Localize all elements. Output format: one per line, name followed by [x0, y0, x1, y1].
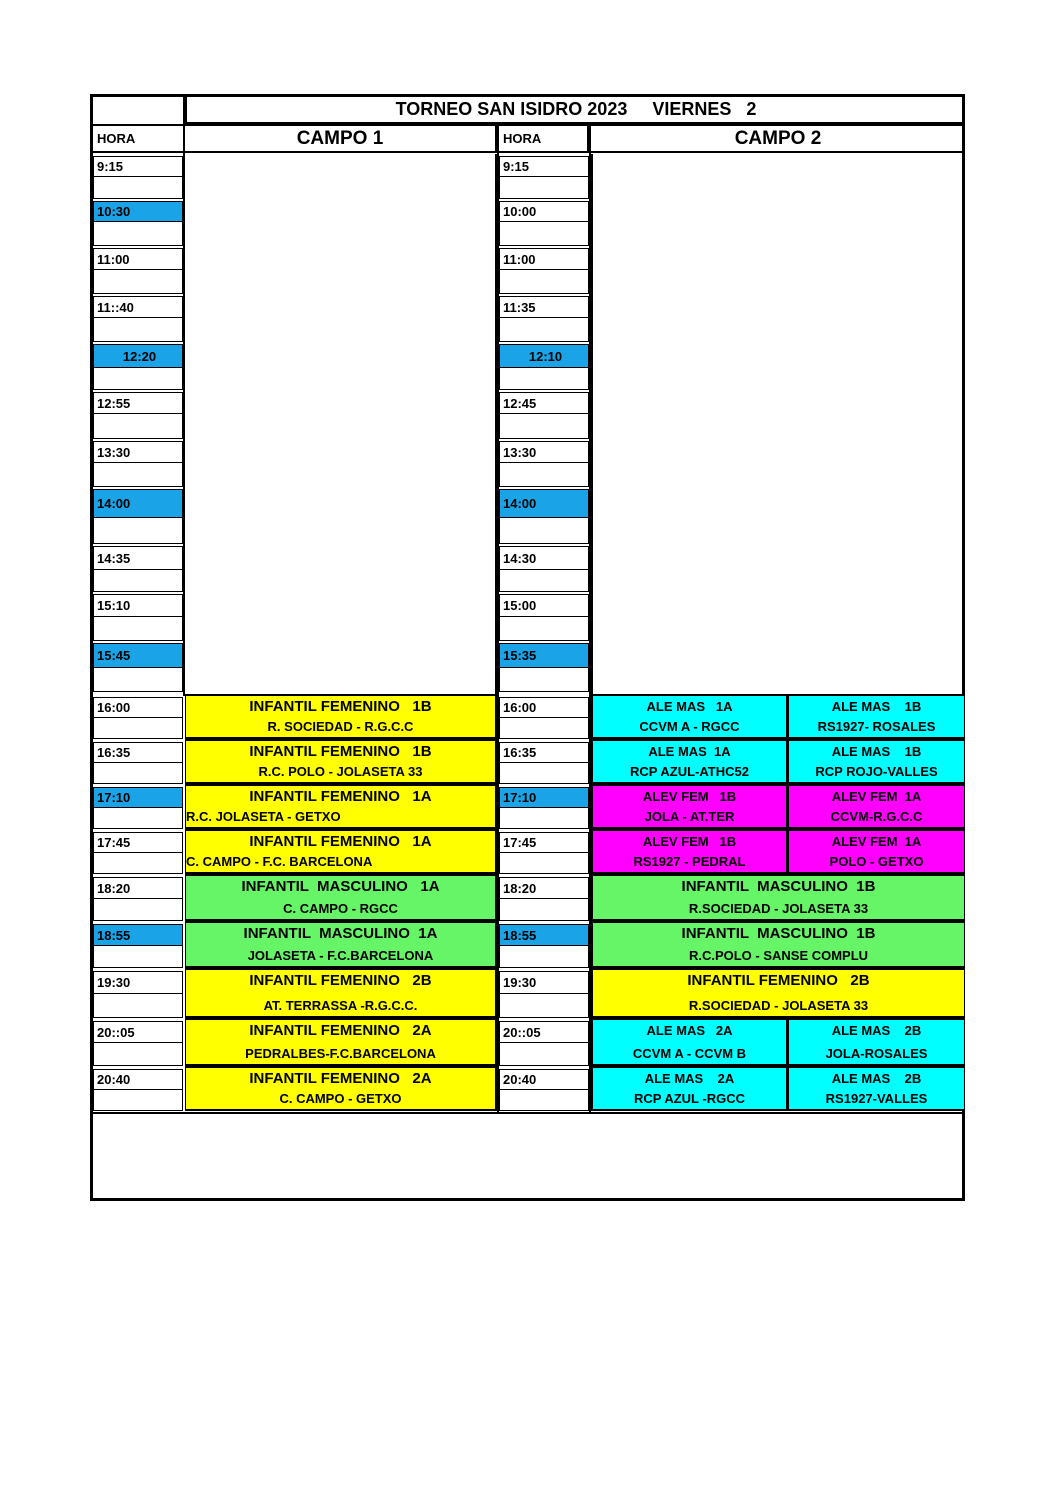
time-cell-c1: 14:00	[93, 489, 183, 518]
time-cell-c1: 19:30	[93, 971, 183, 994]
time-cell-c2: 13:30	[499, 441, 589, 463]
match-category: ALEV FEM 1B	[642, 789, 737, 804]
campo1-match	[185, 784, 497, 829]
match-category: INFANTIL FEMENINO 2A	[249, 1022, 432, 1039]
campo1-match	[185, 874, 497, 921]
campo1-match	[185, 921, 497, 968]
blank-time-cell	[93, 807, 183, 829]
tournament-title: TORNEO SAN ISIDRO 2023 VIERNES 2	[185, 96, 965, 124]
blank-time-cell	[93, 898, 183, 921]
match-category: INFANTIL FEMENINO 1B	[249, 698, 432, 715]
time-cell-c1: 17:45	[93, 832, 183, 853]
campo1-match	[185, 739, 497, 784]
blank-time-cell	[499, 616, 589, 641]
time-cell-c2: 15:00	[499, 594, 589, 617]
blank-corner-cell	[93, 96, 183, 124]
time-cell-c2: 17:45	[499, 832, 589, 853]
match-category: INFANTIL FEMENINO 1B	[249, 743, 432, 760]
match-teams: RS1927 - PEDRAL	[633, 854, 746, 869]
time-cell-c1: 14:35	[93, 546, 183, 570]
blank-time-cell	[93, 413, 183, 439]
match-teams: RS1927-VALLES	[825, 1091, 928, 1106]
blank-time-cell	[499, 993, 589, 1018]
time-cell-c1: 16:35	[93, 742, 183, 763]
time-cell-c2: 18:20	[499, 877, 589, 899]
match-teams: R.C. JOLASETA - GETXO	[186, 809, 341, 824]
blank-time-cell	[93, 462, 183, 487]
match-teams: CCVM A - CCVM B	[632, 1046, 747, 1061]
time-cell-c1: 20::05	[93, 1021, 183, 1043]
blank-time-cell	[499, 717, 589, 739]
time-cell-c2: 20::05	[499, 1021, 589, 1043]
campo2-header: CAMPO 2	[591, 126, 965, 153]
campo2-match-right	[787, 784, 965, 829]
blank-time-cell	[93, 221, 183, 246]
campo2-match-left	[591, 1066, 787, 1111]
blank-time-cell	[93, 762, 183, 784]
match-category: INFANTIL FEMENINO 2A	[249, 1070, 432, 1087]
match-teams: PEDRALBES-F.C.BARCELONA	[245, 1046, 436, 1061]
time-cell-c2: 17:10	[499, 787, 589, 808]
match-teams: C. CAMPO - F.C. BARCELONA	[186, 854, 373, 869]
blank-time-cell	[499, 462, 589, 487]
divider-line	[589, 124, 591, 1113]
blank-time-cell	[499, 317, 589, 342]
time-cell-c1: 18:55	[93, 924, 183, 946]
blank-time-cell	[93, 176, 183, 199]
match-teams: C. CAMPO - GETXO	[279, 1091, 402, 1106]
blank-time-cell	[93, 1042, 183, 1066]
time-cell-c1: 18:20	[93, 877, 183, 899]
match-teams: RCP ROJO-VALLES	[815, 764, 938, 779]
time-cell-c2: 11:35	[499, 296, 589, 318]
match-category: ALE MAS 1B	[831, 744, 922, 759]
match-category: ALE MAS 2A	[644, 1071, 735, 1086]
time-cell-c2: 11:00	[499, 248, 589, 270]
hora-header-campo2: HORA	[499, 126, 589, 153]
time-cell-c2: 19:30	[499, 971, 589, 994]
divider-line	[93, 124, 965, 126]
divider-line	[497, 124, 499, 1113]
match-teams: R.C. POLO - JOLASETA 33	[258, 764, 423, 779]
campo2-match-right	[787, 739, 965, 784]
campo2-empty-area	[591, 154, 965, 694]
match-teams: R.C.POLO - SANSE COMPLU	[688, 948, 869, 963]
blank-time-cell	[499, 852, 589, 874]
time-cell-c2: 12:45	[499, 392, 589, 414]
match-category: ALE MAS 1A	[646, 699, 733, 714]
time-cell-c2: 14:00	[499, 489, 589, 518]
time-cell-c1: 13:30	[93, 441, 183, 463]
blank-time-cell	[93, 667, 183, 692]
match-category: INFANTIL FEMENINO 2B	[249, 972, 432, 989]
match-teams: JOLASETA - F.C.BARCELONA	[247, 948, 434, 963]
match-teams: CCVM-R.G.C.C	[830, 809, 923, 824]
divider-line	[93, 1112, 965, 1114]
time-cell-c1: 15:45	[93, 643, 183, 668]
match-teams: C. CAMPO - RGCC	[283, 901, 398, 916]
match-teams: JOLA-ROSALES	[825, 1046, 928, 1061]
blank-time-cell	[93, 717, 183, 739]
blank-time-cell	[499, 762, 589, 784]
blank-time-cell	[499, 898, 589, 921]
time-cell-c1: 20:40	[93, 1069, 183, 1090]
campo2-match	[591, 968, 965, 1018]
campo2-match-right	[787, 1018, 965, 1066]
match-teams: RCP AZUL-ATHC52	[630, 764, 749, 779]
match-teams: POLO - GETXO	[829, 854, 924, 869]
campo1-match	[185, 829, 497, 874]
blank-time-cell	[499, 517, 589, 544]
blank-time-cell	[93, 1089, 183, 1111]
match-category: ALEV FEM 1A	[831, 834, 922, 849]
match-teams: R.SOCIEDAD - JOLASETA 33	[688, 998, 869, 1013]
campo2-match-right	[787, 1066, 965, 1111]
time-cell-c2: 16:35	[499, 742, 589, 763]
match-category: ALE MAS 2A	[646, 1023, 733, 1038]
time-cell-c1: 11:00	[93, 248, 183, 270]
match-category: ALE MAS 1B	[831, 699, 922, 714]
time-cell-c2: 15:35	[499, 643, 589, 668]
blank-time-cell	[93, 317, 183, 342]
time-cell-c2: 12:10	[499, 344, 589, 368]
blank-time-cell	[499, 667, 589, 692]
campo2-match-left	[591, 739, 787, 784]
blank-time-cell	[93, 945, 183, 968]
time-cell-c1: 11::40	[93, 296, 183, 318]
time-cell-c1: 10:30	[93, 201, 183, 222]
match-category: INFANTIL MASCULINO 1A	[241, 878, 440, 895]
campo2-match-left	[591, 829, 787, 874]
match-teams: R.SOCIEDAD - JOLASETA 33	[688, 901, 869, 916]
blank-time-cell	[499, 569, 589, 592]
match-teams: R. SOCIEDAD - R.G.C.C	[267, 719, 414, 734]
match-category: INFANTIL FEMENINO 1A	[249, 788, 432, 805]
campo1-empty-area	[185, 154, 497, 694]
time-cell-c2: 20:40	[499, 1069, 589, 1090]
time-cell-c1: 16:00	[93, 697, 183, 718]
campo1-header: CAMPO 1	[185, 126, 497, 153]
campo2-match-left	[591, 694, 787, 739]
blank-time-cell	[499, 367, 589, 390]
time-cell-c1: 15:10	[93, 594, 183, 617]
time-cell-c1: 12:55	[93, 392, 183, 414]
campo2-match	[591, 874, 965, 921]
campo1-match	[185, 694, 497, 739]
match-category: INFANTIL MASCULINO 1A	[243, 925, 438, 942]
match-category: ALE MAS 2B	[831, 1071, 922, 1086]
match-category: INFANTIL FEMENINO 2B	[687, 972, 870, 989]
blank-time-cell	[93, 569, 183, 592]
time-cell-c2: 16:00	[499, 697, 589, 718]
campo1-match	[185, 968, 497, 1018]
blank-time-cell	[93, 993, 183, 1018]
blank-time-cell	[499, 945, 589, 968]
match-category: INFANTIL MASCULINO 1B	[681, 925, 876, 942]
campo2-match-right	[787, 694, 965, 739]
match-category: ALE MAS 1A	[648, 744, 731, 759]
match-category: INFANTIL FEMENINO 1A	[249, 833, 432, 850]
match-category: ALEV FEM 1A	[831, 789, 922, 804]
hora-header-campo1: HORA	[93, 126, 183, 153]
blank-time-cell	[499, 269, 589, 294]
time-cell-c1: 12:20	[93, 344, 183, 368]
match-category: INFANTIL MASCULINO 1B	[681, 878, 876, 895]
blank-time-cell	[499, 1042, 589, 1066]
blank-time-cell	[93, 616, 183, 641]
time-cell-c2: 10:00	[499, 201, 589, 222]
blank-time-cell	[93, 517, 183, 544]
blank-time-cell	[93, 852, 183, 874]
match-teams: AT. TERRASSA -R.G.C.C.	[263, 998, 418, 1013]
time-cell-c2: 14:30	[499, 546, 589, 570]
blank-time-cell	[93, 269, 183, 294]
match-category: ALEV FEM 1B	[642, 834, 737, 849]
campo2-match-left	[591, 784, 787, 829]
time-cell-c2: 9:15	[499, 156, 589, 177]
campo1-match	[185, 1018, 497, 1066]
blank-time-cell	[499, 807, 589, 829]
match-category: ALE MAS 2B	[831, 1023, 922, 1038]
campo2-match	[591, 921, 965, 968]
blank-time-cell	[93, 367, 183, 390]
match-teams: CCVM A - RGCC	[639, 719, 740, 734]
match-teams: RCP AZUL -RGCC	[634, 1091, 745, 1106]
blank-time-cell	[499, 413, 589, 439]
time-cell-c2: 18:55	[499, 924, 589, 946]
campo2-match-right	[787, 829, 965, 874]
time-cell-c1: 17:10	[93, 787, 183, 808]
campo1-match	[185, 1066, 497, 1111]
match-teams: JOLA - AT.TER	[644, 809, 735, 824]
blank-time-cell	[499, 1089, 589, 1111]
campo2-match-left	[591, 1018, 787, 1066]
match-teams: RS1927- ROSALES	[817, 719, 936, 734]
blank-time-cell	[499, 221, 589, 246]
blank-time-cell	[499, 176, 589, 199]
time-cell-c1: 9:15	[93, 156, 183, 177]
